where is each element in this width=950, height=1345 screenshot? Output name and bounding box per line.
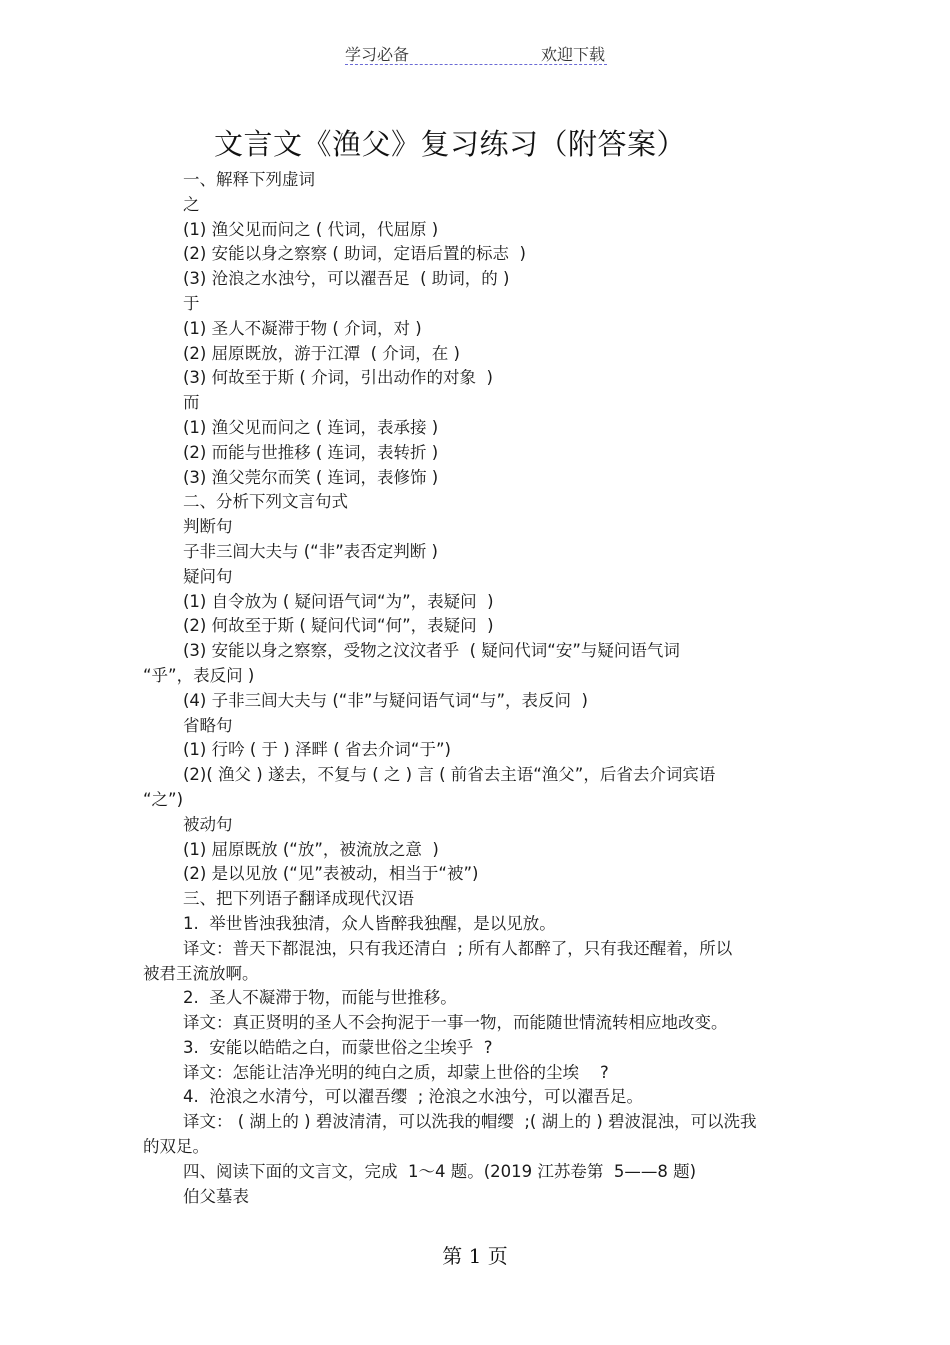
- body-line: 2. 圣人不凝滞于物，而能与世推移。: [183, 988, 457, 1008]
- body-line: 译文：怎能让洁净光明的纯白之质，却蒙上世俗的尘埃 ?: [183, 1062, 609, 1082]
- header-left-text: 学习必备: [345, 45, 410, 64]
- body-line: (2) 而能与世推移 ( 连词，表转折 ): [183, 442, 439, 462]
- page-header: [345, 40, 607, 65]
- body-line: 三、把下列语子翻译成现代汉语: [183, 889, 414, 909]
- body-line: 子非三闾大夫与 (“非”表否定判断 ): [183, 541, 438, 561]
- body-line: “之”): [143, 789, 184, 809]
- body-line: (1) 渔父见而问之 ( 连词，表承接 ): [183, 417, 439, 437]
- body-line: 伯父墓表: [183, 1186, 249, 1206]
- body-line: “乎”，表反问 ): [143, 665, 255, 685]
- body-line: (2)( 渔父 ) 遂去，不复与 ( 之 ) 言 ( 前省去主语“渔父”，后省去介词宾语: [183, 765, 716, 785]
- body-line: 3. 安能以皓皓之白，而蒙世俗之尘埃乎 ?: [183, 1037, 493, 1057]
- body-line: 译文：普天下都混浊，只有我还清白 ; 所有人都醉了，只有我还醒着，所以: [183, 938, 733, 958]
- header-right-text: 欢迎下载: [540, 45, 605, 64]
- body-line: (3) 何故至于斯 ( 介词，引出动作的对象 ): [183, 368, 493, 388]
- body-line: 1. 举世皆浊我独清，众人皆醉我独醒，是以见放。: [183, 913, 556, 933]
- body-line: 4. 沧浪之水清兮，可以濯吾缨 ; 沧浪之水浊兮，可以濯吾足。: [183, 1087, 644, 1107]
- body-line: (4) 子非三闾大夫与 (“非”与疑问语气词“与”，表反问 ): [183, 690, 588, 710]
- body-line: (2) 安能以身之察察 ( 助词，定语后置的标志 ): [183, 244, 526, 264]
- body-line: 被君王流放啊。: [143, 963, 259, 983]
- document-body: [143, 168, 803, 1209]
- body-line: (3) 安能以身之察察，受物之汶汶者乎 ( 疑问代词“安”与疑问语气词: [183, 641, 680, 661]
- page-number: 第 1 页: [442, 1244, 508, 1268]
- body-line: 被动句: [183, 814, 233, 834]
- body-line: 判断句: [183, 517, 233, 537]
- body-line: (2) 何故至于斯 ( 疑问代词“何”，表疑问 ): [183, 616, 494, 636]
- body-line: 之: [183, 194, 200, 214]
- body-line: (2) 是以见放 (“见”表被动，相当于“被”): [183, 864, 479, 884]
- body-line: 二、分析下列文言句式: [183, 492, 348, 512]
- body-line: 疑问句: [183, 566, 233, 586]
- body-line: 省略句: [183, 715, 233, 735]
- body-line: (1) 渔父见而问之 ( 代词，代屈原 ): [183, 219, 439, 239]
- body-line: 而: [183, 393, 200, 413]
- document-title: 文言文《渔父》复习练习（附答案）: [213, 127, 686, 161]
- body-line: 一、解释下列虚词: [183, 170, 315, 189]
- body-line: 的双足。: [143, 1137, 209, 1157]
- body-line: (3) 渔父莞尔而笑 ( 连词，表修饰 ): [183, 467, 439, 487]
- body-line: 四、阅读下面的文言文，完成 1～4 题。(2019 江苏卷第 5——8 题): [183, 1161, 697, 1181]
- body-line: 于: [183, 293, 200, 313]
- body-line: (3) 沧浪之水浊兮，可以濯吾足 ( 助词，的 ): [183, 269, 510, 289]
- body-line: 译文：真正贤明的圣人不会拘泥于一事一物，而能随世情流转相应地改变。: [183, 1013, 728, 1033]
- body-line: (1) 行吟 ( 于 ) 泽畔 ( 省去介词“于”): [183, 740, 451, 760]
- body-line: (1) 自令放为 ( 疑问语气词“为”，表疑问 ): [183, 591, 494, 611]
- body-line: 译文： ( 湖上的 ) 碧波清清，可以洗我的帽缨 ;( 湖上的 ) 碧波混浊，可以洗我: [183, 1112, 757, 1132]
- body-line: (2) 屈原既放，游于江潭 ( 介词，在 ): [183, 343, 460, 363]
- body-line: (1) 圣人不凝滞于物 ( 介词，对 ): [183, 318, 422, 338]
- body-line: (1) 屈原既放 (“放”，被流放之意 ): [183, 839, 439, 859]
